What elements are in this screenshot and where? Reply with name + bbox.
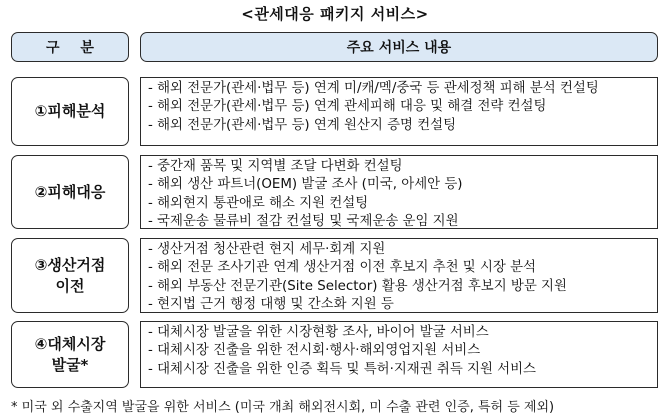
service-list [140, 238, 658, 313]
category-cell [11, 238, 129, 313]
service-list [140, 155, 658, 229]
service-item: - 해외 전문가(관세·법무 등) 연계 미/캐/멕/중국 등 관세정책 피해 분석 컨설팅 [148, 81, 599, 96]
service-list [140, 321, 658, 388]
service-item: - 중간재 품목 및 지역별 조달 다변화 컨설팅 [148, 159, 403, 174]
category-label: ④대체시장 발굴* [34, 335, 106, 374]
service-item: - 국제운송 물류비 절감 컨설팅 및 국제운송 운임 지원 [148, 213, 459, 229]
category-label: ①피해분석 [34, 102, 106, 121]
page-title: <관세대응 패키지 서비스> [241, 5, 429, 23]
service-item: - 생산거점 청산관련 현지 세무·회계 지원 [148, 242, 386, 257]
service-item: - 해외 전문 조사기관 연계 생산거점 이전 후보지 추천 및 시장 분석 [148, 260, 536, 276]
service-item: - 해외현지 통관애로 해소 지원 컨설팅 [148, 195, 369, 211]
category-label: ②피해대응 [34, 182, 106, 201]
service-item: - 대체시장 진출을 위한 전시회·행사·해외영업지원 서비스 [148, 343, 481, 359]
category-cell [11, 321, 129, 388]
service-item: - 대체시장 발굴을 위한 시장현황 조사, 바이어 발굴 서비스 [148, 325, 489, 340]
service-item: - 대체시장 진출을 위한 인증 획득 및 특허·지재권 취득 지원 서비스 [148, 361, 536, 377]
header-services: 주요 서비스 내용 [140, 32, 658, 62]
service-item: - 해외 전문가(관세·법무 등) 연계 원산지 증명 컨설팅 [148, 117, 457, 133]
service-list [140, 77, 658, 146]
footnote: * 미국 외 수출지역 발굴을 위한 서비스 (미국 개최 해외전시회, 미 수출 관련 인증, 특허 등 제외) [11, 400, 555, 415]
category-cell [11, 77, 129, 146]
service-item: - 해외 생산 파트너(OEM) 발굴 조사 (미국, 아세안 등) [148, 177, 463, 193]
service-item: - 현지법 근거 행정 대행 및 간소화 지원 등 [148, 296, 394, 312]
category-cell [11, 155, 129, 229]
service-item: - 해외 전문가(관세·법무 등) 연계 관세피해 대응 및 해결 전략 컨설팅 [148, 99, 547, 115]
category-label: ③생산거점 이전 [34, 256, 106, 295]
service-item: - 해외 부동산 전문기관(Site Selector) 활용 생산거점 후보지 방문 지원 [148, 278, 567, 294]
header-category: 구 분 [11, 32, 129, 62]
